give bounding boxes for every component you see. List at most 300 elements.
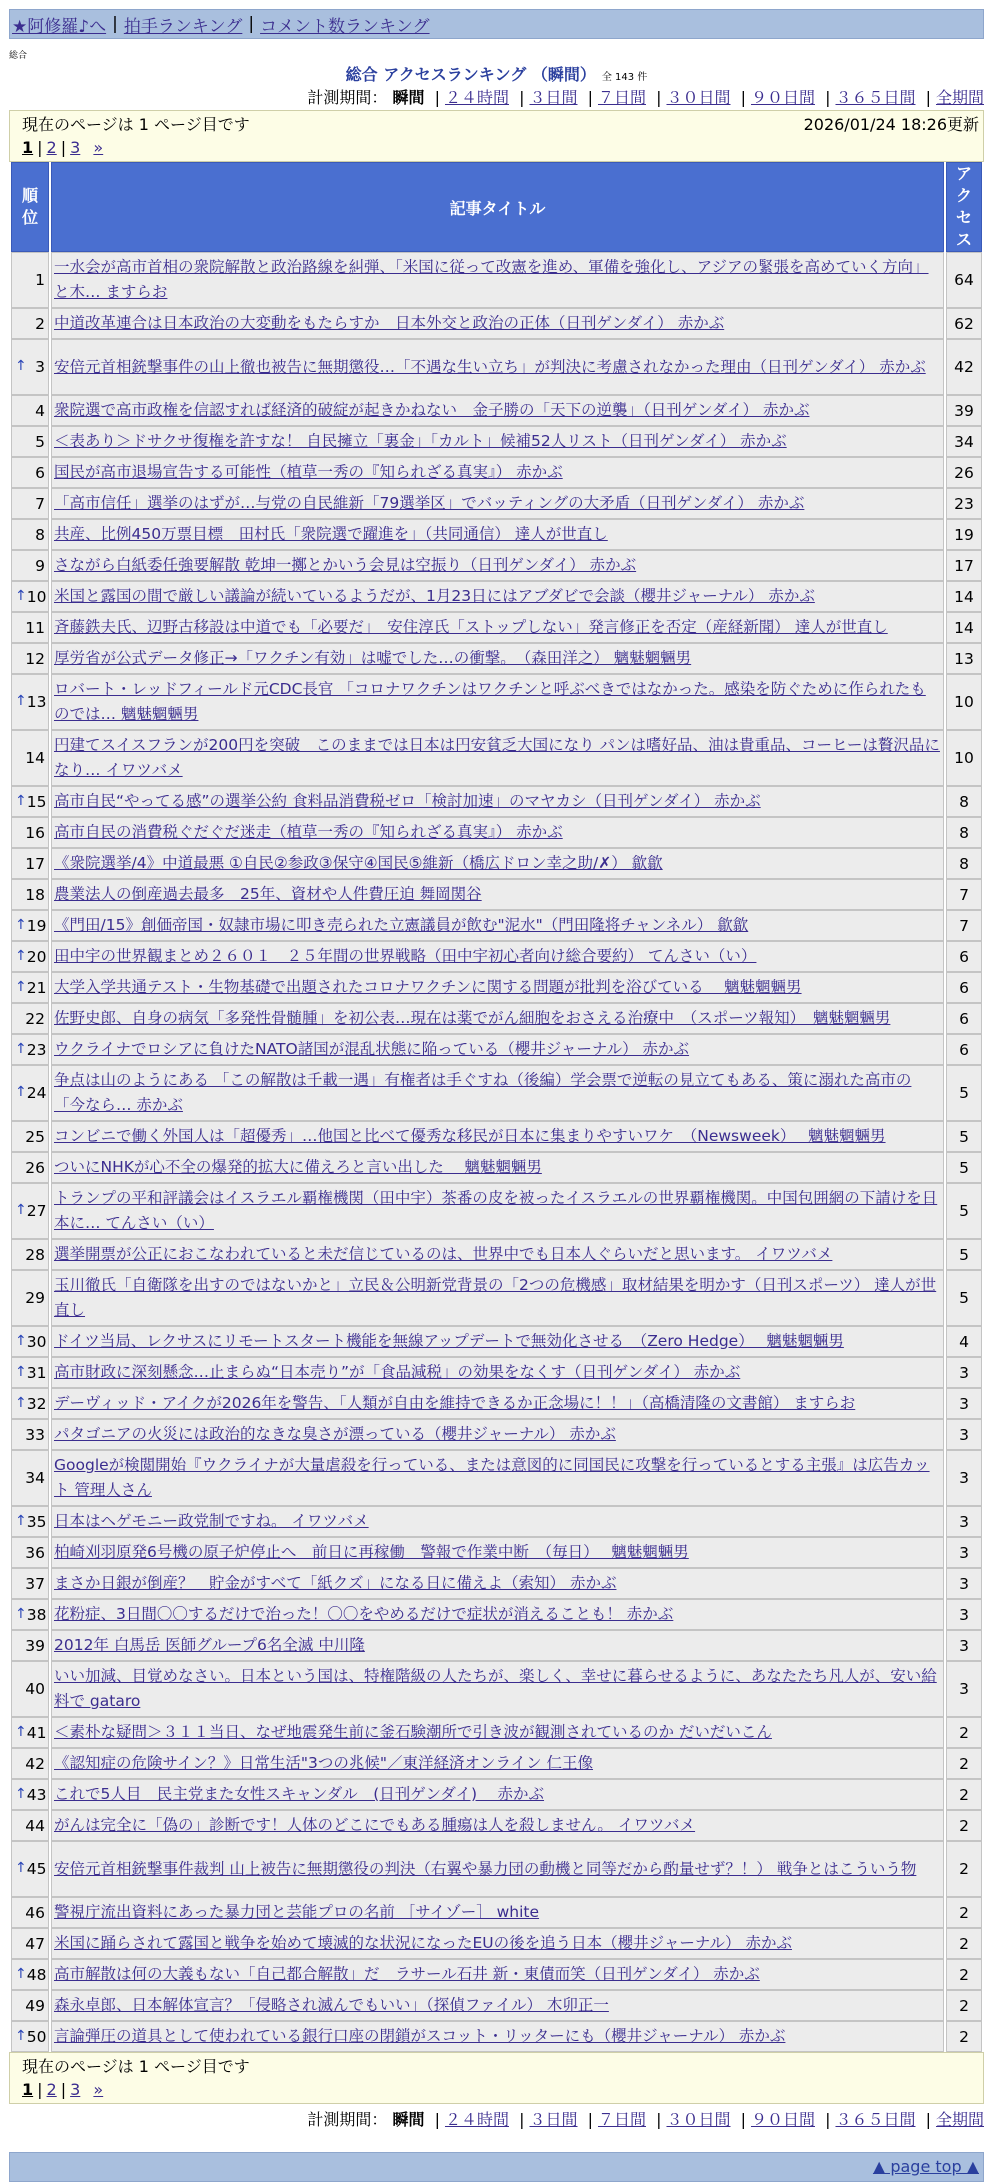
period-separator: | — [656, 88, 662, 107]
period-link-24h[interactable]: ２４時間 — [444, 88, 509, 107]
rank-cell — [11, 1810, 49, 1841]
access-count: 3 — [946, 1599, 982, 1630]
title-cell — [51, 786, 944, 817]
rank-cell — [11, 730, 49, 786]
article-title-link[interactable]: Googleが検閲開始『ウクライナが大量虐殺を行っている、または意図的に同国民に攻撃を行っているとする主張』は広告カット 管理人さん — [54, 1456, 930, 1499]
access-count: 14 — [946, 612, 982, 643]
article-title-link[interactable]: 高市解散は何の大義もない「自己都合解散」だ ラサール石井 新・東債而笑（日刊ゲンダイ） 赤かぶ — [54, 1965, 760, 1983]
access-count: 6 — [946, 1034, 982, 1065]
rank-cell — [11, 1717, 49, 1748]
table-row — [11, 1537, 982, 1568]
rank-number: 15 — [26, 792, 47, 811]
access-count: 8 — [946, 848, 982, 879]
article-title-link[interactable]: ロバート・レッドフィールド元CDC長官 「コロナワクチンはワクチンと呼ぶべきではなかった。感染を防ぐために作られたものでは… 魑魅魍魎男 — [54, 680, 926, 723]
table-row — [11, 457, 982, 488]
rank-up-arrow-icon: ↑ — [15, 1040, 27, 1057]
access-count: 14 — [946, 581, 982, 612]
nav-clap-ranking-link[interactable]: 拍手ランキング — [123, 16, 243, 37]
pager-link-page-2[interactable]: 2 — [46, 138, 57, 157]
article-title-link[interactable]: 斉藤鉄夫氏、辺野古移設は中道でも「必要だ」 安住淳氏「ストップしない」発言修正を否定（産経新聞） 達人が世直し — [54, 618, 888, 636]
article-title-link[interactable]: 共産、比例450万票目標 田村氏「衆院選で躍進を」（共同通信） 達人が世直し — [54, 525, 608, 543]
article-title-link[interactable]: 「高市信任」選挙のはずが…与党の自民維新「79選挙区」でバッティングの大矛盾（日刊ゲンダイ） 赤かぶ — [54, 494, 805, 512]
article-title-link[interactable]: 厚労省が公式データ修正→「ワクチン有効」は嘘でした…の衝撃。 （森田洋之） 魑魅魍魎男 — [54, 649, 692, 667]
access-count: 3 — [946, 1450, 982, 1506]
period-separator: | — [656, 2110, 662, 2129]
table-row — [11, 252, 982, 308]
article-title-link[interactable]: まさか日銀が倒産？ 貯金がすべて「紙クズ」になる日に備えよ（索知） 赤かぶ — [54, 1574, 617, 1592]
rank-number: 34 — [25, 1469, 45, 1487]
rank-cell — [11, 972, 49, 1003]
article-title-link[interactable]: 米国と露国の間で厳しい議論が続いているようだが、1月23日にはアブダビで会談（櫻井ジャーナル） 赤かぶ — [54, 587, 815, 605]
rank-up-arrow-icon: ↑ — [15, 947, 27, 964]
rank-number: 36 — [25, 1543, 45, 1562]
table-row — [11, 612, 982, 643]
article-title-link[interactable]: さながら白紙委任強要解散 乾坤一擲とかいう会見は空振り（日刊ゲンダイ） 赤かぶ — [54, 556, 637, 574]
rank-cell — [11, 550, 49, 581]
article-title-link[interactable]: 森永卓郎、日本解体宣言？「侵略され滅んでもいい」（探偵ファイル） 木卯正一 — [54, 1996, 609, 2014]
title-cell — [51, 308, 944, 339]
article-title-link[interactable]: ＜表あり＞ドサクサ復権を許すな！ 自民擁立「裏金」「カルト」候補52人リスト（日刊ゲンダイ） 赤かぶ — [54, 432, 787, 450]
title-cell — [51, 1748, 944, 1779]
article-title-link[interactable]: ＜素朴な疑問＞３１１当日、なぜ地震発生前に釜石験潮所で引き波が観測されているのか だいだいこん — [54, 1723, 772, 1741]
rank-cell — [11, 1357, 49, 1388]
period-separator: | — [825, 88, 831, 107]
access-count: 10 — [946, 730, 982, 786]
current-page-text: 現在のページは 1 ページ目です — [22, 115, 250, 134]
table-row — [11, 1599, 982, 1630]
access-count: 3 — [946, 1537, 982, 1568]
ranking-rows — [11, 252, 982, 2052]
table-row — [11, 1239, 982, 1270]
title-cell — [51, 972, 944, 1003]
rank-up-arrow-icon: ↑ — [15, 1202, 27, 1218]
pager-separator: | — [60, 2080, 67, 2099]
title-cell — [51, 848, 944, 879]
table-row — [11, 1270, 982, 1326]
rank-up-arrow-icon: ↑ — [15, 792, 27, 809]
article-title-link[interactable]: ドイツ当局、レクサスにリモートスタート機能を無線アップデートで無効化させる （Zero Hedge） 魑魅魍魎男 — [54, 1332, 844, 1350]
article-title-link[interactable]: 円建てスイスフランが200円を突破 このままでは日本は円安貧乏大国になり パンは嗜好品、油は貴重品、コーヒーは贅沢品になり… イワツバメ — [54, 736, 940, 779]
pager-next-link[interactable]: » — [93, 2080, 104, 2099]
rank-number: 14 — [25, 749, 45, 767]
table-row — [11, 1326, 982, 1357]
rank-number: 26 — [25, 1158, 45, 1177]
access-count: 19 — [946, 519, 982, 550]
nav-comment-ranking-link[interactable]: コメント数ランキング — [260, 16, 430, 37]
access-count: 5 — [946, 1065, 982, 1121]
table-row — [11, 1717, 982, 1748]
title-cell — [51, 1717, 944, 1748]
rank-number: 44 — [25, 1816, 45, 1835]
table-row — [11, 1357, 982, 1388]
updated-time: 2026/01/24 18:26更新 — [803, 115, 979, 134]
title-cell — [51, 2021, 944, 2052]
access-count: 6 — [946, 941, 982, 972]
title-cell — [51, 550, 944, 581]
period-separator: | — [925, 88, 931, 107]
table-row — [11, 730, 982, 786]
pager-next-link[interactable]: » — [93, 138, 104, 157]
rank-number: 47 — [25, 1934, 45, 1953]
table-row — [11, 1419, 982, 1450]
rank-cell — [11, 910, 49, 941]
access-count: 2 — [946, 1717, 982, 1748]
access-count: 6 — [946, 972, 982, 1003]
title-cell — [51, 426, 944, 457]
article-title-link[interactable]: ついにNHKが心不全の爆発的拡大に備えろと言い出した 魑魅魍魎男 — [54, 1158, 542, 1176]
rank-cell — [11, 426, 49, 457]
nav-separator: | — [248, 14, 255, 34]
article-title-link[interactable]: デーヴィッド・アイクが2026年を警告、「人類が自由を維持できるか正念場に！！」（高橋清隆の文書館） ますらお — [54, 1394, 856, 1412]
title-cell — [51, 612, 944, 643]
table-row — [11, 1661, 982, 1717]
table-row — [11, 1121, 982, 1152]
rank-cell — [11, 879, 49, 910]
title-cell — [51, 1183, 944, 1239]
rank-number: 33 — [25, 1425, 45, 1444]
access-count: 42 — [946, 339, 982, 395]
access-count: 3 — [946, 1630, 982, 1661]
title-cell — [51, 941, 944, 972]
rank-number: 46 — [25, 1903, 45, 1922]
pager-separator: | — [60, 138, 67, 157]
table-row — [11, 817, 982, 848]
title-cell — [51, 1661, 944, 1717]
rank-number: 40 — [25, 1680, 45, 1698]
rank-cell — [11, 1152, 49, 1183]
table-row — [11, 308, 982, 339]
rank-cell — [11, 1388, 49, 1419]
table-row — [11, 1065, 982, 1121]
rank-cell — [11, 1121, 49, 1152]
rank-number: 28 — [25, 1245, 45, 1264]
rank-cell — [11, 1326, 49, 1357]
access-count: 8 — [946, 817, 982, 848]
title-cell — [51, 1537, 944, 1568]
article-title-link[interactable]: 大学入学共通テスト・生物基礎で出題されたコロナワクチンに関する問題が批判を浴びている 魑魅魍魎男 — [54, 978, 802, 996]
article-title-link[interactable]: いい加減、目覚めなさい。日本という国は、特権階級の人たちが、楽しく、幸せに暮らせるように、あなたたち凡人が、安い給料で gataro — [54, 1667, 937, 1710]
rank-cell — [11, 643, 49, 674]
access-count: 3 — [946, 1357, 982, 1388]
access-count: 2 — [946, 1928, 982, 1959]
title-cell — [51, 1239, 944, 1270]
access-count: 26 — [946, 457, 982, 488]
table-row — [11, 848, 982, 879]
access-count: 2 — [946, 1841, 982, 1897]
article-title-link[interactable]: 《認知症の危険サイン？》日常生活"3つの兆候"／東洋経済オンライン 仁王像 — [54, 1754, 593, 1772]
total-count: 全 143 件 — [601, 72, 648, 83]
period-label: 計測期間： — [307, 88, 388, 107]
rank-cell — [11, 519, 49, 550]
title-cell — [51, 1959, 944, 1990]
article-title-link[interactable]: コンビニで働く外国人は「超優秀」…他国と比べて優秀な移民が日本に集まりやすいワケ （Newsweek） 魑魅魍魎男 — [54, 1127, 886, 1145]
pagination-top — [22, 137, 971, 159]
title-cell — [51, 1003, 944, 1034]
access-count: 17 — [946, 550, 982, 581]
table-row — [11, 339, 982, 395]
article-title-link[interactable]: 米国に踊らされて露国と戦争を始めて壊滅的な状況になったEUの後を追う日本（櫻井ジャーナル） 赤かぶ — [54, 1934, 792, 1952]
access-count: 2 — [946, 1959, 982, 1990]
article-title-link[interactable]: 言論弾圧の道具として使われている銀行口座の閉鎖がスコット・リッターにも（櫻井ジャーナル） 赤かぶ — [54, 2027, 786, 2045]
period-separator: | — [519, 2110, 525, 2129]
rank-up-arrow-icon: ↑ — [15, 2027, 27, 2044]
article-title-link[interactable]: 《衆院選挙/4》中道最悪 ①自民②参政③保守④国民⑤維新（橋広ドロン幸之助/✗） 歙歙 — [54, 854, 663, 872]
rank-cell — [11, 1506, 49, 1537]
period-separator: | — [740, 88, 746, 107]
title-cell — [51, 1928, 944, 1959]
article-title-link[interactable]: がんは完全に「偽の」診断です！人体のどこにでもある腫瘍は人を殺しません。 イワツバメ — [54, 1816, 696, 1834]
period-link-7d[interactable]: ７日間 — [597, 2110, 646, 2129]
rank-number: 17 — [25, 854, 45, 873]
rank-number: 1 — [35, 271, 45, 289]
period-current: 瞬間 — [392, 88, 425, 107]
rank-cell — [11, 1183, 49, 1239]
access-count: 8 — [946, 786, 982, 817]
pager-link-page-2[interactable]: 2 — [46, 2080, 57, 2099]
table-row — [11, 1897, 982, 1928]
access-count: 64 — [946, 252, 982, 308]
article-title-link[interactable]: 佐野史郎、自身の病気「多発性骨髄腫」を初公表…現在は薬でがん細胞をおさえる治療中 （スポーツ報知） 魑魅魍魎男 — [54, 1009, 891, 1027]
rank-cell — [11, 488, 49, 519]
period-link-24h[interactable]: ２４時間 — [444, 2110, 509, 2129]
access-count: 2 — [946, 2021, 982, 2052]
article-title-link[interactable]: 高市自民“やってる感”の選挙公約 食料品消費税ゼロ「検討加速」のマヤカシ（日刊ゲンダイ） 赤かぶ — [54, 792, 761, 810]
rank-up-arrow-icon: ↑ — [15, 1965, 27, 1982]
title-cell — [51, 457, 944, 488]
column-header-rank: 順位 — [11, 162, 49, 252]
rank-cell — [11, 1419, 49, 1450]
access-count: 23 — [946, 488, 982, 519]
pager-separator: | — [37, 138, 43, 157]
rank-up-arrow-icon: ↑ — [15, 1332, 27, 1349]
title-cell — [51, 1388, 944, 1419]
rank-number: 3 — [35, 358, 45, 376]
access-count: 5 — [946, 1270, 982, 1326]
article-title-link[interactable]: 田中宇の世界観まとめ２６０１ ２５年間の世界戦略（田中宇初心者向け総合要約） てんさい（い） — [54, 947, 757, 965]
rank-cell — [11, 1990, 49, 2021]
article-title-link[interactable]: 花粉症、3日間〇〇するだけで治った！〇〇をやめるだけで症状が消えることも！ 赤かぶ — [54, 1605, 674, 1623]
rank-number: 50 — [26, 2027, 47, 2046]
rank-cell — [11, 1537, 49, 1568]
access-count: 3 — [946, 1568, 982, 1599]
table-row — [11, 786, 982, 817]
pager-current-page: 1 — [22, 2080, 34, 2099]
article-title-link[interactable]: 玉川徹氏「自衛隊を出すのではないかと」立民＆公明新党背景の「2つの危機感」取材結果を明かす（日刊スポーツ） 達人が世直し — [54, 1276, 937, 1319]
article-title-link[interactable]: 安倍元首相銃撃事件裁判 山上被告に無期懲役の判決（右翼や暴力団の動機と同等だから酌量せず？！） 戦争とはこういう物 — [54, 1859, 917, 1878]
table-row — [11, 1568, 982, 1599]
rank-number: 20 — [26, 947, 47, 966]
period-selector-bottom — [9, 2108, 984, 2132]
access-count: 34 — [946, 426, 982, 457]
rank-number: 13 — [26, 693, 47, 711]
rank-number: 11 — [25, 618, 45, 637]
pager-current-page: 1 — [22, 138, 34, 157]
title-cell — [51, 339, 944, 395]
period-link-7d[interactable]: ７日間 — [597, 88, 646, 107]
rank-number: 42 — [25, 1754, 45, 1773]
rank-up-arrow-icon: ↑ — [15, 1605, 27, 1622]
title-cell — [51, 519, 944, 550]
article-title-link[interactable]: パタゴニアの火災には政治的なきな臭さが漂っている（櫻井ジャーナル） 赤かぶ — [54, 1425, 616, 1443]
table-header-row — [11, 162, 982, 252]
rank-cell — [11, 941, 49, 972]
rank-number: 2 — [35, 314, 45, 333]
title-cell — [51, 1357, 944, 1388]
title-cell — [51, 1065, 944, 1121]
article-title-link[interactable]: 選挙開票が公正におこなわれていると未だ信じているのは、世界中でも日本人ぐらいだと思います。 イワツバメ — [54, 1245, 833, 1263]
rank-up-arrow-icon: ↑ — [15, 587, 27, 604]
rank-number: 8 — [35, 525, 45, 544]
title-cell — [51, 1121, 944, 1152]
table-row — [11, 488, 982, 519]
article-title-link[interactable]: 高市財政に深刻懸念…止まらぬ“日本売り”が「食品減税」の効果をなくす（日刊ゲンダイ） 赤かぶ — [54, 1363, 741, 1381]
table-row — [11, 395, 982, 426]
rank-cell — [11, 1034, 49, 1065]
title-cell — [51, 395, 944, 426]
rank-up-arrow-icon: ↑ — [15, 358, 27, 374]
title-cell — [51, 730, 944, 786]
access-count: 2 — [946, 1748, 982, 1779]
title-cell — [51, 1326, 944, 1357]
period-link-90d[interactable]: ９０日間 — [750, 88, 815, 107]
rank-cell — [11, 395, 49, 426]
access-count: 2 — [946, 1897, 982, 1928]
table-row — [11, 1034, 982, 1065]
title-cell — [51, 1990, 944, 2021]
rank-number: 9 — [35, 556, 45, 575]
rank-cell — [11, 1630, 49, 1661]
period-link-3d[interactable]: ３日間 — [529, 2110, 578, 2129]
period-selector — [9, 86, 984, 110]
period-link-all[interactable]: 全期間 — [935, 88, 984, 107]
rank-number: 4 — [35, 401, 45, 420]
access-count: 5 — [946, 1183, 982, 1239]
article-title-link[interactable]: 国民が高市退場宣告する可能性（植草一秀の『知られざる真実』） 赤かぶ — [54, 463, 563, 481]
rank-cell — [11, 581, 49, 612]
article-title-link[interactable]: これで5人目 民主党また女性スキャンダル (日刊ゲンダイ) 赤かぶ — [54, 1785, 545, 1803]
nav-separator: | — [112, 14, 118, 34]
footer-bar — [9, 2152, 984, 2182]
rank-number: 49 — [25, 1996, 45, 2015]
pager-link-page-3[interactable]: 3 — [70, 138, 81, 157]
rank-up-arrow-icon: ↑ — [15, 1512, 27, 1529]
rank-number: 35 — [26, 1512, 47, 1531]
title-cell — [51, 1841, 944, 1897]
period-separator: | — [587, 2110, 593, 2129]
rank-cell — [11, 1748, 49, 1779]
period-separator: | — [434, 88, 440, 107]
rank-up-arrow-icon: ↑ — [15, 916, 27, 933]
article-title-link[interactable]: トランプの平和評議会はイスラエル覇権機関（田中宇）茶番の皮を被ったイスラエルの世界覇権機関。中国包囲網の下請けを日本に… てんさい（い） — [54, 1189, 938, 1232]
table-row — [11, 910, 982, 941]
page-info-bottom — [9, 2052, 984, 2104]
article-title-link[interactable]: 農業法人の倒産過去最多 25年、資材や人件費圧迫 舞岡関谷 — [54, 885, 482, 903]
period-link-3d[interactable]: ３日間 — [529, 88, 578, 107]
table-row — [11, 1990, 982, 2021]
table-row — [11, 1183, 982, 1239]
period-link-30d[interactable]: ３０日間 — [666, 88, 731, 107]
title-cell — [51, 1270, 944, 1326]
period-link-365d[interactable]: ３６５日間 — [835, 88, 916, 107]
article-title-link[interactable]: 柏崎刈羽原発6号機の原子炉停止へ 前日に再稼働 警報で作業中断 （毎日） 魑魅魍魎男 — [54, 1543, 689, 1561]
article-title-link[interactable]: 高市自民の消費税ぐだぐだ迷走（植草一秀の『知られざる真実』） 赤かぶ — [54, 823, 563, 841]
period-separator: | — [825, 2110, 831, 2129]
nav-home-link[interactable]: ★阿修羅♪へ — [12, 16, 107, 37]
column-header-title: 記事タイトル — [51, 162, 944, 252]
article-title-link[interactable]: 安倍元首相銃撃事件の山上徹也被告に無期懲役…「不遇な生い立ち」が判決に考慮されなかった理由（日刊ゲンダイ） 赤かぶ — [54, 357, 926, 376]
pagination-bottom — [22, 2079, 971, 2101]
rank-number: 31 — [26, 1363, 47, 1382]
article-title-link[interactable]: 警視庁流出資料にあった暴力団と芸能プロの名前 ［サイゾー］ white — [54, 1903, 540, 1921]
rank-cell — [11, 1239, 49, 1270]
period-link-30d[interactable]: ３０日間 — [666, 2110, 731, 2129]
title-cell — [51, 1779, 944, 1810]
article-title-link[interactable]: 中道改革連合は日本政治の大変動をもたらすか 日本外交と政治の正体（日刊ゲンダイ） 赤かぶ — [54, 314, 725, 332]
rank-cell — [11, 1928, 49, 1959]
period-link-all[interactable]: 全期間 — [935, 2110, 984, 2129]
rank-number: 12 — [25, 649, 45, 668]
title-cell — [51, 1034, 944, 1065]
access-count: 3 — [946, 1419, 982, 1450]
article-title-link[interactable]: 一水会が高市首相の衆院解散と政治路線を糾弾、「米国に従って改憲を進め、軍備を強化し、アジアの緊張を高めていく方向」と木… ますらお — [54, 258, 929, 301]
rank-up-arrow-icon: ↑ — [15, 978, 27, 995]
rank-number: 29 — [25, 1289, 45, 1307]
article-title-link[interactable]: ウクライナでロシアに負けたNATO諸国が混乱状態に陥っている（櫻井ジャーナル） 赤かぶ — [54, 1040, 690, 1058]
rank-cell — [11, 252, 49, 308]
rank-number: 43 — [26, 1785, 47, 1804]
title-cell — [51, 879, 944, 910]
rank-number: 21 — [26, 978, 47, 997]
rank-cell — [11, 457, 49, 488]
article-title-link[interactable]: 衆院選で高市政権を信認すれば経済的破綻が起きかねない 金子勝の「天下の逆襲」（日刊ゲンダイ） 赤かぶ — [54, 401, 810, 419]
rank-number: 7 — [35, 494, 45, 513]
pager-link-page-3[interactable]: 3 — [70, 2080, 81, 2099]
rank-cell — [11, 674, 49, 730]
rank-cell — [11, 2021, 49, 2052]
table-row — [11, 581, 982, 612]
rank-number: 38 — [26, 1605, 47, 1624]
title-cell — [51, 581, 944, 612]
access-count: 3 — [946, 1388, 982, 1419]
article-title-link[interactable]: 《門田/15》創価帝国・奴隷市場に叩き売られた立憲議員が飲む"泥水"（門田隆将チャンネル） 歙歙 — [54, 916, 749, 934]
rank-number: 39 — [25, 1636, 45, 1655]
title-cell — [51, 643, 944, 674]
period-separator: | — [587, 88, 593, 107]
page-top-link[interactable]: ▲ page top ▲ — [872, 2157, 979, 2176]
table-row — [11, 1841, 982, 1897]
access-count: 2 — [946, 1779, 982, 1810]
title-cell — [51, 1599, 944, 1630]
period-link-365d[interactable]: ３６５日間 — [835, 2110, 916, 2129]
table-row — [11, 1003, 982, 1034]
ranking-table — [9, 162, 984, 2052]
article-title-link[interactable]: 2012年 白馬岳 医師グループ6名全滅 中川隆 — [54, 1636, 365, 1654]
title-cell — [51, 1630, 944, 1661]
access-count: 13 — [946, 643, 982, 674]
table-row — [11, 1779, 982, 1810]
article-title-link[interactable]: 日本はヘゲモニー政党制ですね。 イワツバメ — [54, 1512, 369, 1530]
article-title-link[interactable]: 争点は山のようにある 「この解散は千載一遇」有権者は手ぐすね（後編）学会票で逆転の見立てもある、策に溺れた高市の「今なら… 赤かぶ — [54, 1071, 912, 1114]
title-cell — [51, 817, 944, 848]
rank-cell — [11, 786, 49, 817]
period-link-90d[interactable]: ９０日間 — [750, 2110, 815, 2129]
title-cell — [51, 1419, 944, 1450]
rank-number: 16 — [25, 823, 45, 842]
rank-number: 18 — [25, 885, 45, 904]
rank-number: 10 — [26, 587, 47, 606]
title-cell — [51, 1506, 944, 1537]
rank-number: 37 — [25, 1574, 45, 1593]
